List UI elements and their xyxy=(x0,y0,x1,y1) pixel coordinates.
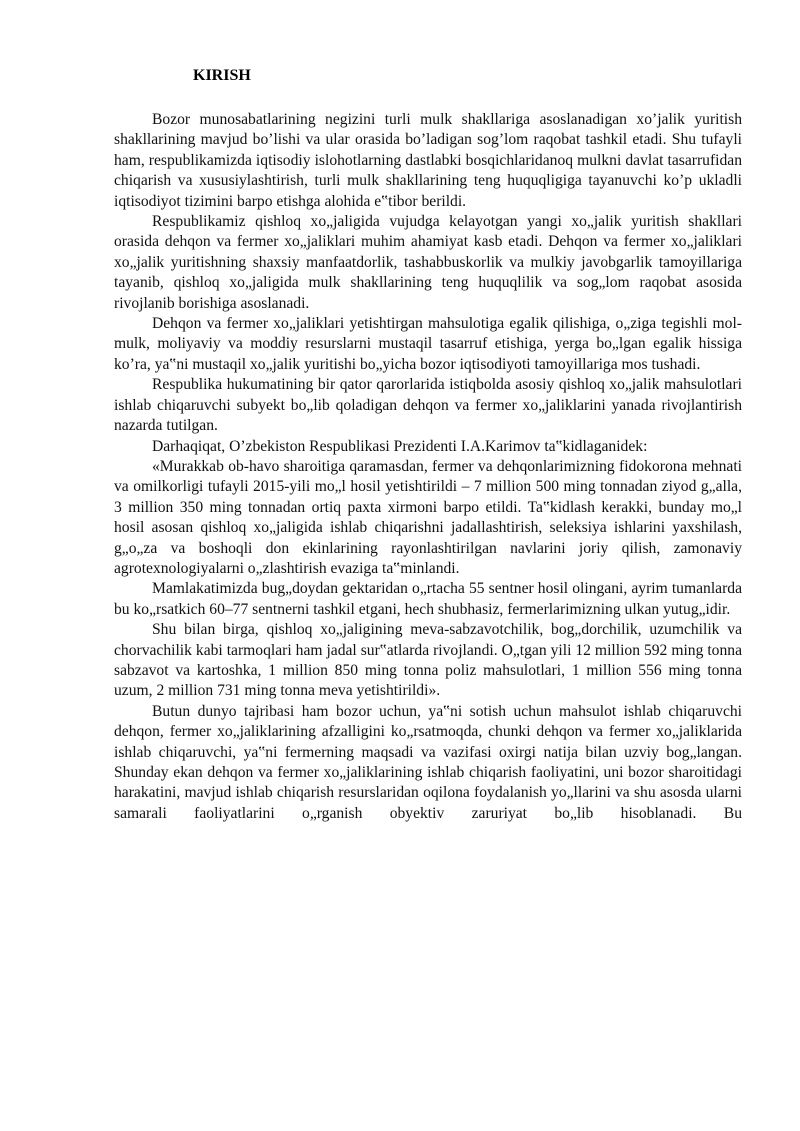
paragraph-2: Respublikamiz qishloq xo„jaligida vujudga kelayotgan yangi xo„jalik yuritish shakllari orasida dehqon va fermer xo„jaliklari muhim ahamiyat kasb etadi. Dehqon va fermer xo„jaliklari xo„jalik yuritishning shaxsiy manfaatdorlik, tashabbuskorlik va mulkiy javobgarlik tamoyillariga tayanib, qishloq xo„jaligida mulk shakllarining teng huquqlilik va sog„lom raqobat asosida rivojlanib borishiga asoslanadi. xyxy=(114,213,742,312)
paragraph-1: Bozor munosabatlarining negizini turli mulk shakllariga asoslanadigan xo’jalik yuritish shakllarining mavjud bo’lishi va ular orasida bo’ladigan sog’lom raqobat tashkil etadi. Shu tufayli ham, respublikamizda iqtisodiy islohotlarning dastlabki bosqichlaridanoq mulkni davlat tasarrufidan chiqarish va xususiylashtirish, turli mulk shakllarining teng huquqligiga tayanuvchi ko’p ukladli iqtisodiyot tizimini barpo etishga alohida e‟tibor berildi. xyxy=(114,111,742,210)
section-heading: KIRISH xyxy=(193,67,251,84)
paragraph-8: Shu bilan birga, qishloq xo„jaligining meva-sabzavotchilik, bog„dorchilik, uzumchilik va chorvachilik kabi tarmoqlari ham jadal sur‟atlarda rivojlandi. O„tgan yili 12 million 592 ming tonna sabzavot va kartoshka, 1 million 850 ming tonna poliz mahsulotlari, 1 million 556 ming tonna uzum, 2 million 731 ming tonna meva yetishtirildi». xyxy=(114,621,742,700)
paragraph-5: Darhaqiqat, O’zbekiston Respublikasi Prezidenti I.A.Karimov ta‟kidlaganidek: xyxy=(152,437,648,455)
paragraph-7: Mamlakatimizda bug„doydan gektaridan o„rtacha 55 sentner hosil olingani, ayrim tumanlarda bu ko„rsatkich 60–77 sentnerni tashkil etgani, hech shubhasiz, fermerlarimizning ulkan yutug„idir. xyxy=(114,580,742,618)
paragraph-6: «Murakkab ob-havo sharoitiga qaramasdan, fermer va dehqonlarimizning fidokorona mehnati va omilkorligi tufayli 2015-yili mo„l hosil yetishtirildi – 7 million 500 ming tonnadan ziyod g„alla, 3 million 350 ming tonnadan ortiq paxta xirmoni barpo etildi. Ta‟kidlash kerakki, bunday mo„l hosil asosan qishloq xo„jaligida ishlab chiqarishni jadallashtirish, seleksiya ishlarini yaxshilash, g„o„za va boshoqli don ekinlarining rayonlashtirilgan navlarini joriy qilish, zamonaviy agrotexnologiyalarni o„zlashtirish evaziga ta‟minlandi. xyxy=(114,457,742,577)
paragraph-3: Dehqon va fermer xo„jaliklari yetishtirgan mahsulotiga egalik qilishiga, o„ziga tegishli mol-mulk, moliyaviy va moddiy resurslarni mustaqil tasarruf etishiga, yerga bo„lgan egalik hissiga ko’ra, ya‟ni mustaqil xo„jalik yuritishi bo„yicha bozor iqtisodiyoti tamoyillariga mos tushadi. xyxy=(114,315,742,373)
paragraph-4: Respublika hukumatining bir qator qarorlarida istiqbolda asosiy qishloq xo„jalik mahsulotlari ishlab chiqaruvchi subyekt bo„lib qoladigan dehqon va fermer xo„jaliklarini yanada rivojlantirish nazarda tutilgan. xyxy=(114,376,742,435)
paragraph-9: Butun dunyo tajribasi ham bozor uchun, ya‟ni sotish uchun mahsulot ishlab chiqaruvchi dehqon, fermer xo„jaliklarining afzalligini ko„rsatmoqda, chunki dehqon va fermer xo„jaliklarida ishlab chiqaruvchi, ya‟ni fermerning maqsadi va vazifasi oxirgi natija bilan uzviy bog„langan. Shunday ekan dehqon va fermer xo„jaliklarining ishlab chiqarish faoliyatini, uni bozor sharoitidagi harakatini, mavjud ishlab chiqarish resurslaridan oqilona foydalanish yo„llarini va shu asosda ularni samarali faoliyatlarini o„rganish obyektiv zaruriyat bo„lib hisoblanadi. Bu xyxy=(114,702,742,822)
document-page xyxy=(114,66,742,824)
